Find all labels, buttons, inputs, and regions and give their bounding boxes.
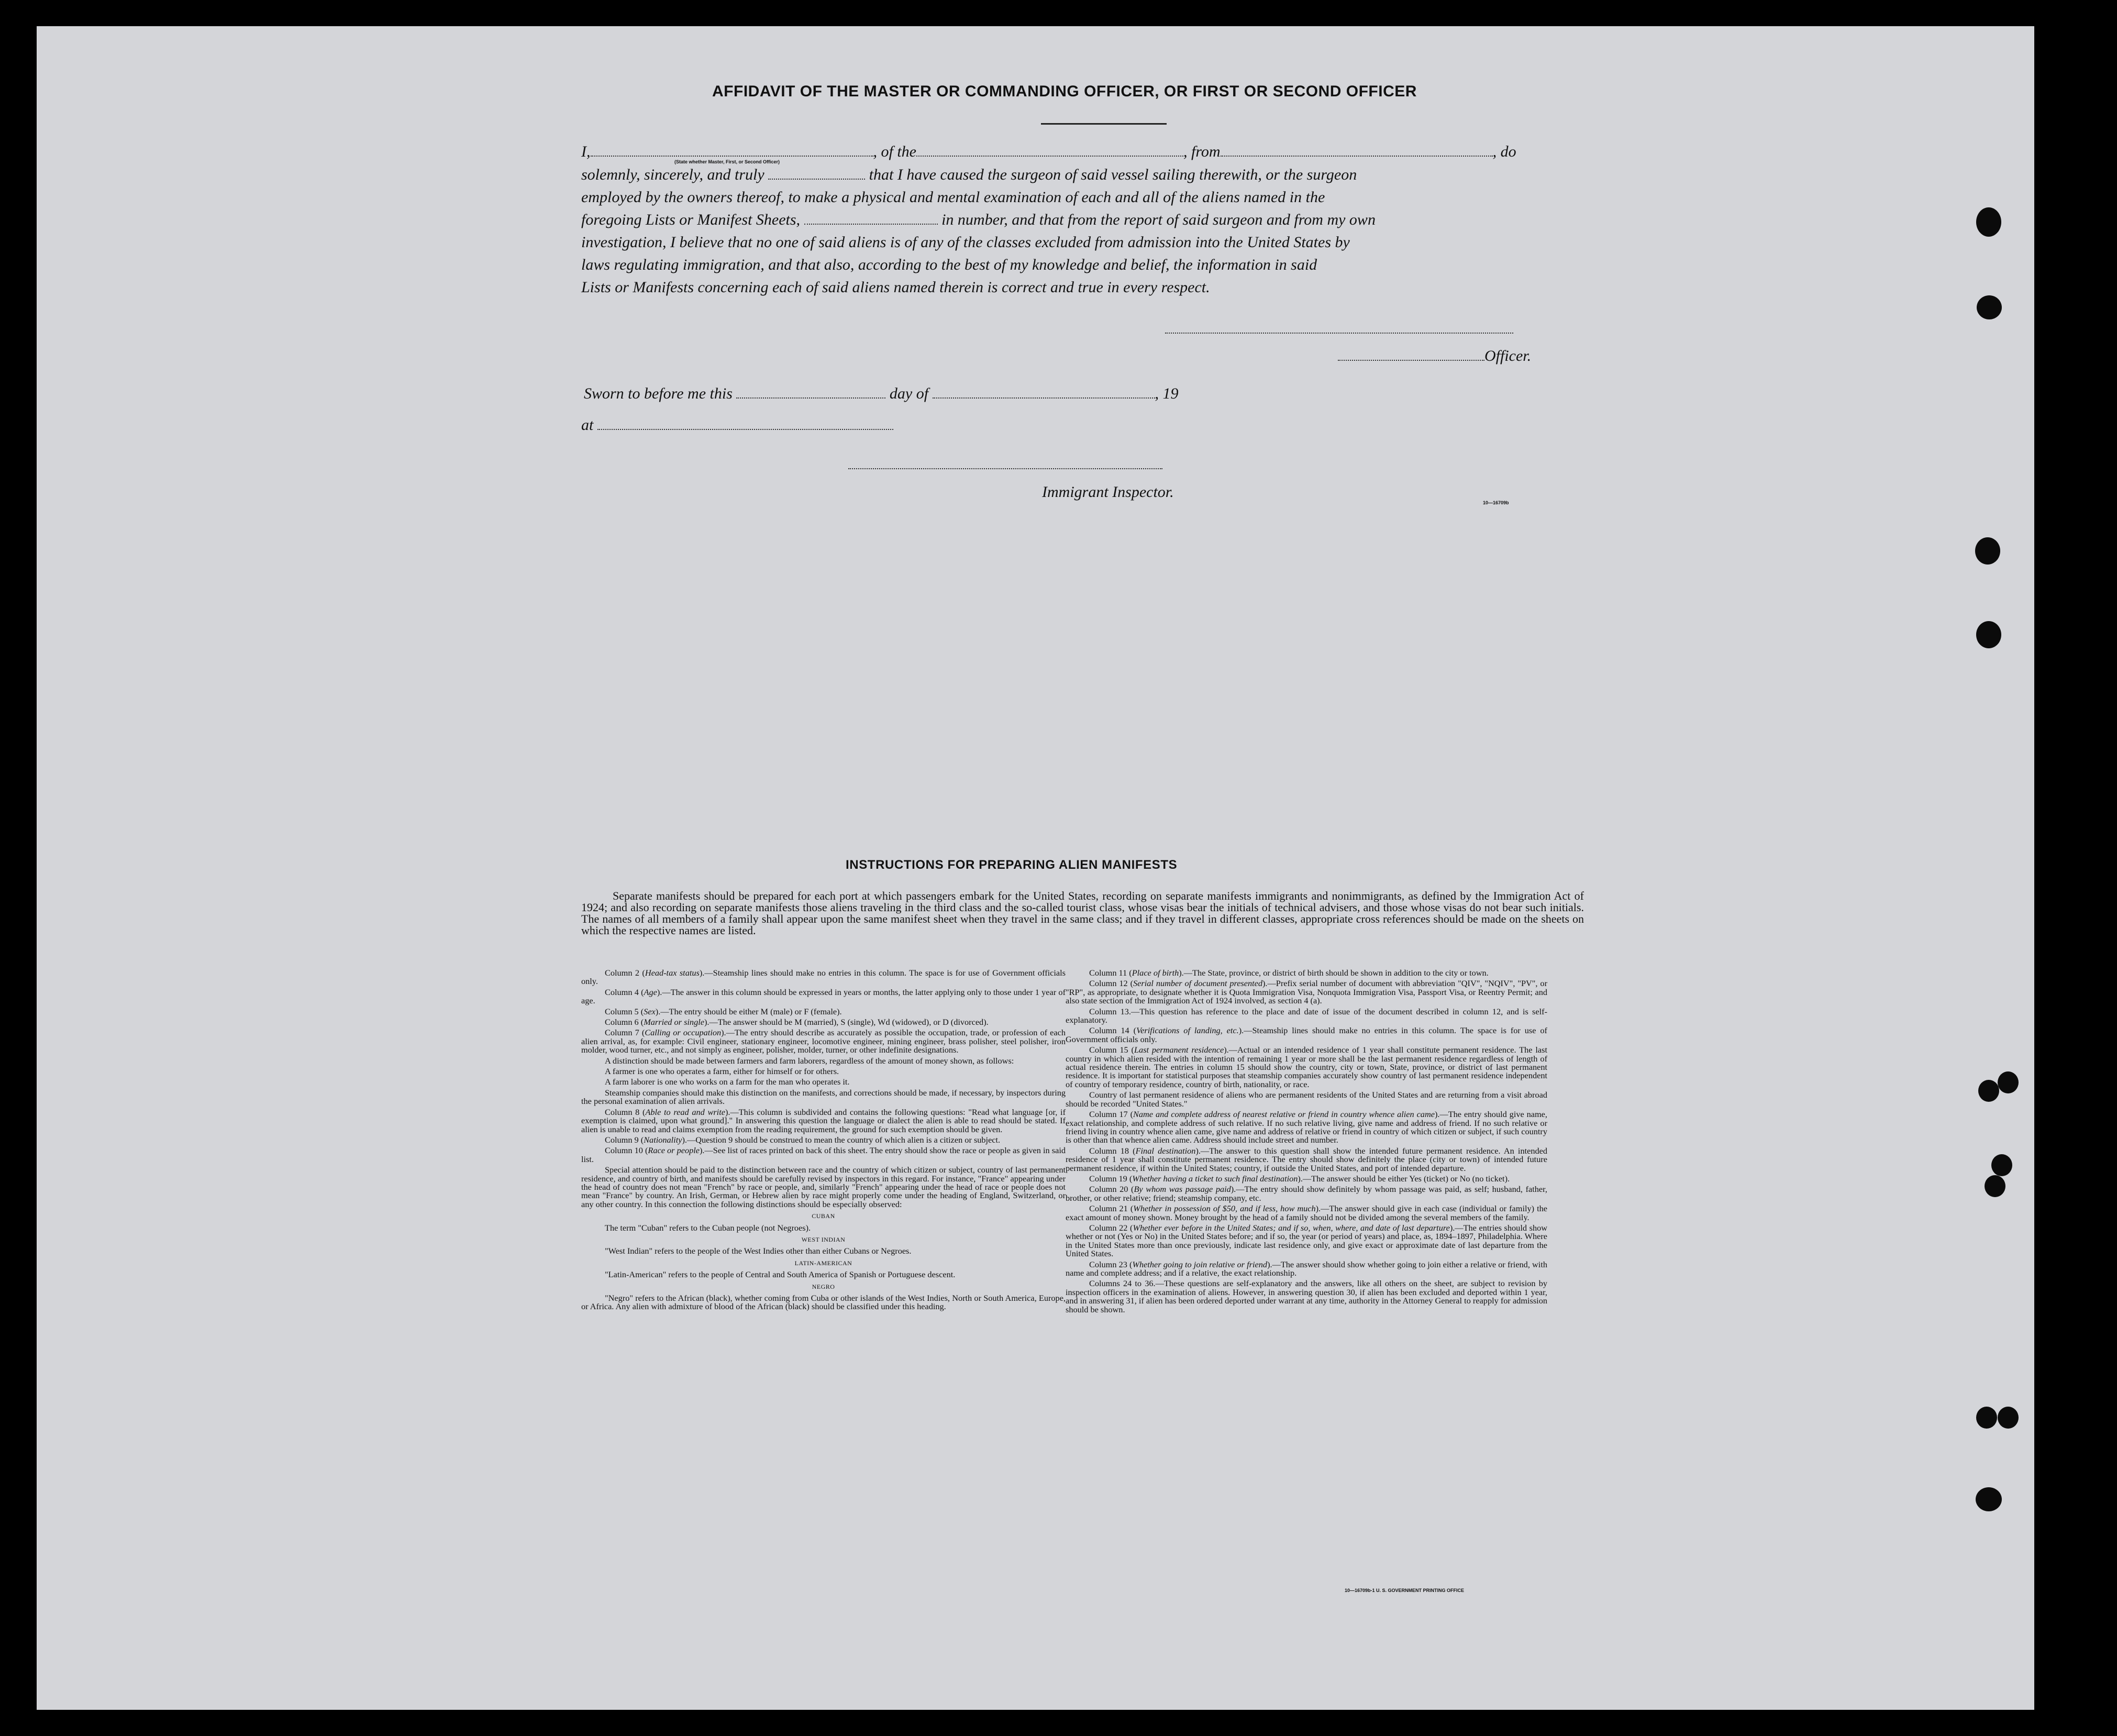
instruction-paragraph: Column 10 (Race or people).—See list of races printed on back of this sheet. The entry should show the race or people as given in said list. (581, 1145, 1066, 1164)
affidavit-line-4 (581, 208, 1376, 231)
punch-hole (1976, 1407, 1997, 1429)
instruction-paragraph: A farm laborer is one who works on a farm for the man who operates it. (605, 1077, 850, 1087)
punch-hole (1985, 1175, 2005, 1197)
text-foregoing: foregoing Lists or Manifest Sheets, (581, 211, 801, 228)
instructions-right-column (1066, 969, 1547, 1316)
instruction-paragraph: Column 18 (Final destination).—The answer to this question shall show the intended future permanent residence. An intended residence of 1 year shall constitute permanent residence. The entry should show definitely the place (city or town) of intended future permanent residence, if within the United States; country, if outside the United States, and port of intended departure. (1066, 1145, 1547, 1173)
blank-day (736, 397, 885, 399)
blank-signature (1165, 333, 1513, 334)
punch-hole (1976, 621, 2001, 648)
sworn-line (584, 382, 1179, 405)
form-number: 10—16709b (1483, 500, 1509, 505)
instruction-paragraph: Columns 24 to 36.—These questions are self-explanatory and the answers, like all others on the sheet, are subject to revision by inspection officers in the examination of aliens. However, in answering question 30, if alien has been excluded and deported within 1 year, and in answering 31, if alien has been ordered deported under warrant at any time, authority in the Attorney General to reapply for admission should be shown. (1066, 1278, 1547, 1314)
instruction-paragraph: Column 12 (Serial number of document presented).—Prefix serial number of document with abbreviation "QIV", "NQIV", "PV", or "RP", as appropriate, to designate whether it is Quota Immigration Visa, Nonquota Immigration Visa, Passport Visa, or Reentry Permit; and also state section of the Immigration Act of 1924 involved, as section 4 (a). (1066, 978, 1547, 1006)
text-day-of: day of (889, 385, 929, 402)
at-line (581, 414, 893, 436)
text-in-number: in number, and that from the report of said surgeon and from my own (941, 211, 1376, 228)
text-of-the: , of the (873, 143, 916, 160)
officer-line (1338, 345, 1531, 367)
punch-hole (1975, 537, 2000, 565)
blank-officer-title (591, 155, 873, 157)
instruction-paragraph: Steamship companies should make this distinction on the manifests, and corrections should be made, if necessary, by inspectors during the personal examination of alien arrivals. (581, 1087, 1066, 1107)
state-note: (State whether Master, First, or Second Officer) (674, 159, 780, 164)
race-heading: WEST INDIAN (801, 1235, 846, 1243)
instruction-paragraph: Column 13.—This question has reference to the place and date of issue of the document described in column 12, and is self-explanatory. (1066, 1006, 1547, 1025)
blank-inspector-signature (848, 468, 1162, 469)
text-solemnly: solemnly, sincerely, and truly (581, 166, 764, 183)
document-sheet (37, 26, 2034, 1710)
blank-month (933, 397, 1155, 399)
inspector-label: Immigrant Inspector. (1042, 483, 1174, 501)
affidavit-line-7: Lists or Manifests concerning each of said aliens named therein is correct and true in every respect. (581, 279, 1210, 296)
blank-number (804, 223, 938, 225)
affidavit-line-5: investigation, I believe that no one of said aliens is of any of the classes excluded from admission into the United States by (581, 234, 1350, 251)
instruction-paragraph: Column 4 (Age).—The answer in this column should be expressed in years or months, the latter applying only to those under 1 year of age. (581, 987, 1066, 1006)
text-i: I, (581, 143, 591, 160)
race-definition: "Negro" refers to the African (black), whether coming from Cuba or other islands of the West Indies, North or South America, Europe, or Africa. Any alien with admixture of blood of the African (black) should be classified under this heading. (581, 1293, 1066, 1312)
blank-swear (768, 178, 865, 180)
affidavit-title: AFFIDAVIT OF THE MASTER OR COMMANDING OFFICER, OR FIRST OR SECOND OFFICER (712, 83, 1417, 100)
instruction-paragraph: Column 9 (Nationality).—Question 9 should be construed to mean the country of which alien is a citizen or subject. (605, 1134, 1001, 1145)
instruction-paragraph: Column 5 (Sex).—The entry should be either M (male) or F (female). (605, 1006, 842, 1016)
blank-vessel (916, 155, 1183, 157)
text-at: at (581, 416, 594, 434)
instruction-paragraph: Column 15 (Last permanent residence).—Actual or an intended residence of 1 year shall constitute permanent residence. The last country in which alien resided with the intention of remaining 1 year or more shall be the last permanent residence regardless of length of actual residence therein. The entries in column 15 should show the country, city or town, State, province, or district of last permanent residence. It is important for statistical purposes that steamship companies accurately show country of last permanent residence independent of country of temporary residence, country of birth, nationality, or race. (1066, 1045, 1547, 1089)
instructions-title: INSTRUCTIONS FOR PREPARING ALIEN MANIFESTS (846, 858, 1178, 872)
blank-port (1221, 155, 1493, 157)
text-surgeon: that I have caused the surgeon of said vessel sailing therewith, or the surgeon (869, 166, 1357, 183)
punch-hole (1976, 207, 2001, 237)
instruction-paragraph: Column 8 (Able to read and write).—This column is subdivided and contains the following questions: "Read what language [or, if exemption is claimed, upon what ground]." In answering this question the language or dialect the alien is able to read should be stated. If alien is unable to read and claims exemption from the reading requirement, the ground for such exemption should be given. (581, 1107, 1066, 1134)
instructions-left-column (581, 969, 1066, 1313)
blank-place (597, 428, 893, 430)
instruction-paragraph: Column 6 (Married or single).—The answer should be M (married), S (single), Wd (widowed), or D (divorced). (605, 1017, 989, 1027)
instruction-paragraph: Column 19 (Whether having a ticket to such final destination).—The answer should be either Yes (ticket) or No (no ticket). (1089, 1173, 1510, 1184)
instruction-paragraph: Column 22 (Whether ever before in the United States; and if so, when, where, and date of last departure).—The entries should show whether or not (Yes or No) in the United States before; and if so, the year (or period of years) and place, as, 1894–1897, Philadelphia. Where in the United States more than once previously, indicate last residence only, and give exact or approximate date of last departure from the United States. (1066, 1222, 1547, 1259)
race-definition: "West Indian" refers to the people of the West Indies other than either Cubans or Negroes. (605, 1246, 912, 1256)
punch-hole (1998, 1407, 2019, 1429)
text-do: , do (1492, 143, 1516, 160)
instruction-paragraph: A distinction should be made between farmers and farm laborers, regardless of the amount of money shown, as follows: (605, 1055, 1014, 1066)
instruction-paragraph: A farmer is one who operates a farm, either for himself or for others. (605, 1066, 839, 1077)
instruction-paragraph: Column 14 (Verifications of landing, etc.).—Steamship lines should make no entries in this column. The space is for use of Government officials only. (1066, 1025, 1547, 1044)
text-from: , from (1183, 143, 1221, 160)
instruction-paragraph: Column 21 (Whether in possession of $50, and if less, how much).—The answer should give in each case (individual or family) the exact amount of money shown. Money brought by the head of a family should not be divided among the several members of the family. (1066, 1203, 1547, 1222)
race-heading: NEGRO (812, 1282, 835, 1290)
race-definition: The term "Cuban" refers to the Cuban people (not Negroes). (605, 1222, 811, 1233)
print-footer: 10—16709b-1 U. S. GOVERNMENT PRINTING OFFICE (1345, 1588, 1465, 1593)
instruction-paragraph: Column 7 (Calling or occupation).—The entry should describe as accurately as possible the occupation, trade, or profession of each alien arrival, as, for example: Civil engineer, stationary engineer, locomotive engineer, mining engineer, brass polisher, steel polisher, iron molder, wood turner, etc., and not simply as engineer, polisher, molder, turner, or other indefinite designations. (581, 1027, 1066, 1055)
instruction-paragraph: Column 11 (Place of birth).—The State, province, or district of birth should be shown in addition to the city or town. (1089, 968, 1489, 978)
punch-hole (1978, 1080, 1999, 1102)
instruction-paragraph: Column 20 (By whom was passage paid).—The entry should show definitely by whom passage was paid, as self; husband, father, brother, or other relative; friend; steamship company, etc. (1066, 1184, 1547, 1203)
text-year: , 19 (1155, 385, 1179, 402)
instructions-intro: Separate manifests should be prepared for each port at which passengers embark for the United States, recording on separate manifests immigrants and nonimmigrants, as defined by the Immigration Act of 1924; and also recording on separate manifests those aliens traveling in the third class and the so-called tourist class, whose visas bear the initials of technical advisers, and those whose visas do not bear such initials. The names of all members of a family shall appear upon the same manifest sheet when they travel in the same class; and if they travel in different classes, appropriate cross references should be made on the sheets on which the respective names are listed. (581, 889, 1584, 937)
blank-officer-rank (1338, 359, 1484, 361)
punch-hole (1991, 1154, 2012, 1176)
punch-hole (1998, 1071, 2019, 1093)
instruction-paragraph: Column 17 (Name and complete address of nearest relative or friend in country whence alien came).—The entry should give name, exact relationship, and complete address of such relative. If no such relative living, give name and address of friend. If no such relative or friend living in country whence alien came, give name and address of relative or friend in country of which citizen or subject, if such country is other than that whence alien came. Address should include street and number. (1066, 1109, 1547, 1145)
race-heading: CUBAN (812, 1212, 835, 1220)
punch-hole (1976, 1487, 2002, 1511)
punch-hole (1977, 295, 2002, 319)
text-sworn: Sworn to before me this (584, 385, 733, 402)
instruction-paragraph: Country of last permanent residence of aliens who are permanent residents of the United States and are returning from a visit abroad should be recorded "United States." (1066, 1090, 1547, 1109)
race-definition: "Latin-American" refers to the people of Central and South America of Spanish or Portuguese descent. (605, 1269, 956, 1280)
affidavit-line-3: employed by the owners thereof, to make a physical and mental examination of each and all of the aliens named in the (581, 189, 1325, 206)
officer-label: Officer. (1484, 347, 1532, 364)
instruction-paragraph: Column 2 (Head-tax status).—Steamship lines should make no entries in this column. The space is for use of Government officials only. (581, 968, 1066, 987)
affidavit-line-6: laws regulating immigration, and that also, according to the best of my knowledge and belief, the information in said (581, 256, 1317, 273)
race-heading: LATIN-AMERICAN (794, 1259, 852, 1267)
title-underline (1041, 123, 1167, 125)
instruction-paragraph: Special attention should be paid to the distinction between race and the country of which citizen or subject, country of last permanent residence, and country of birth, and manifests should be carefully revised by inspectors in this regard. For instance, "France" appearing under the head of country does not mean "French" by race or people, and, similarly "French" appearing under the head of race or people does not mean "France" by country. An Irish, German, or Hebrew alien by race might properly come under the heading of England, Switzerland, or any other country. In this connection the following distinctions should be especially observed: (581, 1165, 1066, 1209)
instruction-paragraph: Column 23 (Whether going to join relative or friend).—The answer should show whether going to join either a relative or friend, with name and complete address; and if a relative, the exact relationship. (1066, 1259, 1547, 1278)
affidavit-line-2 (581, 163, 1357, 186)
